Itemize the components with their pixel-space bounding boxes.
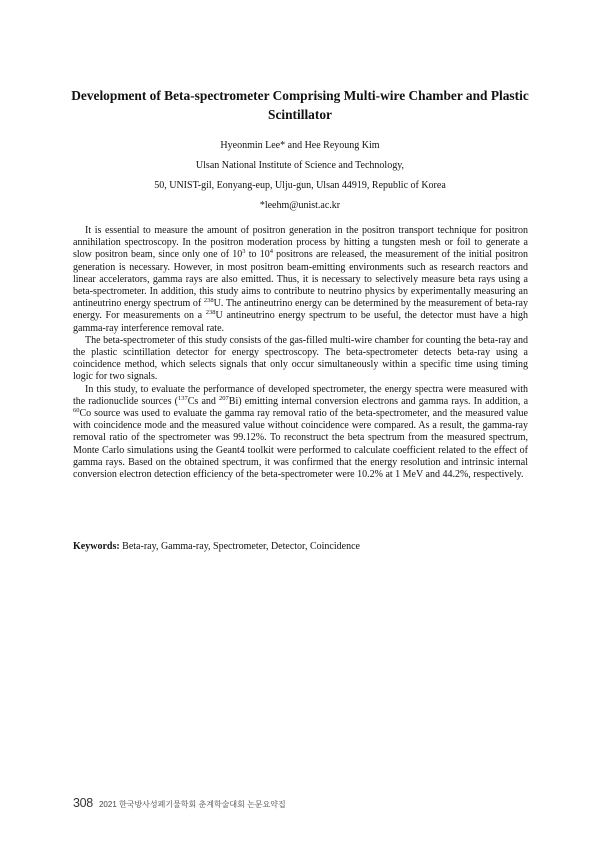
superscript: 4 [269, 248, 273, 256]
keywords-list: Beta-ray, Gamma-ray, Spectrometer, Detector, Coincidence [119, 541, 360, 552]
text-run: Bi) emitting internal conversion electrons and gamma rays. In addition, a [228, 395, 529, 407]
text-run: In this study, to evaluate the performance of developed spectrometer, the energy spectra were measured with the radionuclide sources ( [73, 383, 528, 407]
text-run: positrons are released, the measurement of the initial positron generation is necessary. However, in most positron beam-emitting environments such as research reactors and linear accelerators, gamma rays are also emitted. Thus, it is necessary to selectively measure beta rays using a beta-spectrometer. In addition, this study aims to contribute to neutrino physics by experimentally measuring an antineutrino energy spectrum of [73, 249, 529, 310]
paragraph-2: The beta-spectrometer of this study consists of the gas-filled multi-wire chamber for counting the beta-ray and the plastic scintillation detector for energy spectroscopy. The beta-spectrometer detects beta-ray using a coincidence method, which selects signals that only occur simultaneously within a specific time using timing logic for two signals. [73, 334, 528, 383]
keywords-line [73, 541, 528, 553]
text-run: Cs and [187, 395, 220, 407]
paragraph-3 [73, 384, 528, 482]
superscript: 238 [205, 309, 216, 317]
author-email: *leehm@unist.ac.kr [259, 200, 341, 211]
text-run: U antineutrino energy spectrum to be useful, the detector must have a high gamma-ray interference removal rate. [73, 310, 528, 334]
paragraph-1 [73, 225, 528, 335]
proceedings-name: 2021 한국방사성폐기물학회 춘계학술대회 논문요약집 [98, 800, 286, 809]
superscript: 137 [177, 394, 188, 402]
text-run: Co source was used to evaluate the gamma ray removal ratio of the beta-spectrometer, and the measured value with coincidence mode and the measured value without coincidence were compared. As a result, the gamma-ray removal ratio of the spectrometer was 99.12%. To reconstruct the beta spectrum from the measured spectrum, Monte Carlo simulations using the Geant4 toolkit were performed to calculate coefficient related to the effect of gamma rays. Based on the obtained spectrum, it was confirmed that the energy resolution and intrinsic internal conversion electron detection efficiency of the beta-spectrometer were 10.2% at 1 MeV and 44.2%, respectively. [73, 408, 528, 481]
author-block [60, 136, 540, 216]
author-affiliation: Ulsan National Institute of Science and Technology, [195, 160, 405, 171]
text-run: to 10 [245, 249, 270, 261]
superscript: 207 [219, 394, 229, 402]
superscript: 3 [242, 248, 246, 256]
paper-title: Development of Beta-spectrometer Comprising Multi-wire Chamber and Plastic Scintillator [71, 88, 529, 122]
text-run: U. The antineutrino energy can be determined by the measurement of beta-ray energy. For measurements on a [73, 298, 528, 322]
abstract-body [73, 225, 528, 481]
keywords-label: Keywords: [73, 541, 120, 552]
superscript: 60 [73, 407, 80, 415]
page-footer [73, 796, 286, 810]
text-run: It is essential to measure the amount of positron generation in the positron transport technique for positron annihilation spectroscopy. In the positron moderation process by hitting a tungsten mesh or foil to generate a slow positron beam, since only one of 10 [73, 225, 528, 261]
author-address: 50, UNIST-gil, Eonyang-eup, Ulju-gun, Ulsan 44919, Republic of Korea [154, 180, 446, 191]
superscript: 238 [203, 297, 214, 305]
author-names: Hyeonmin Lee* and Hee Reyoung Kim [220, 140, 380, 151]
page-number: 308 [73, 796, 93, 810]
